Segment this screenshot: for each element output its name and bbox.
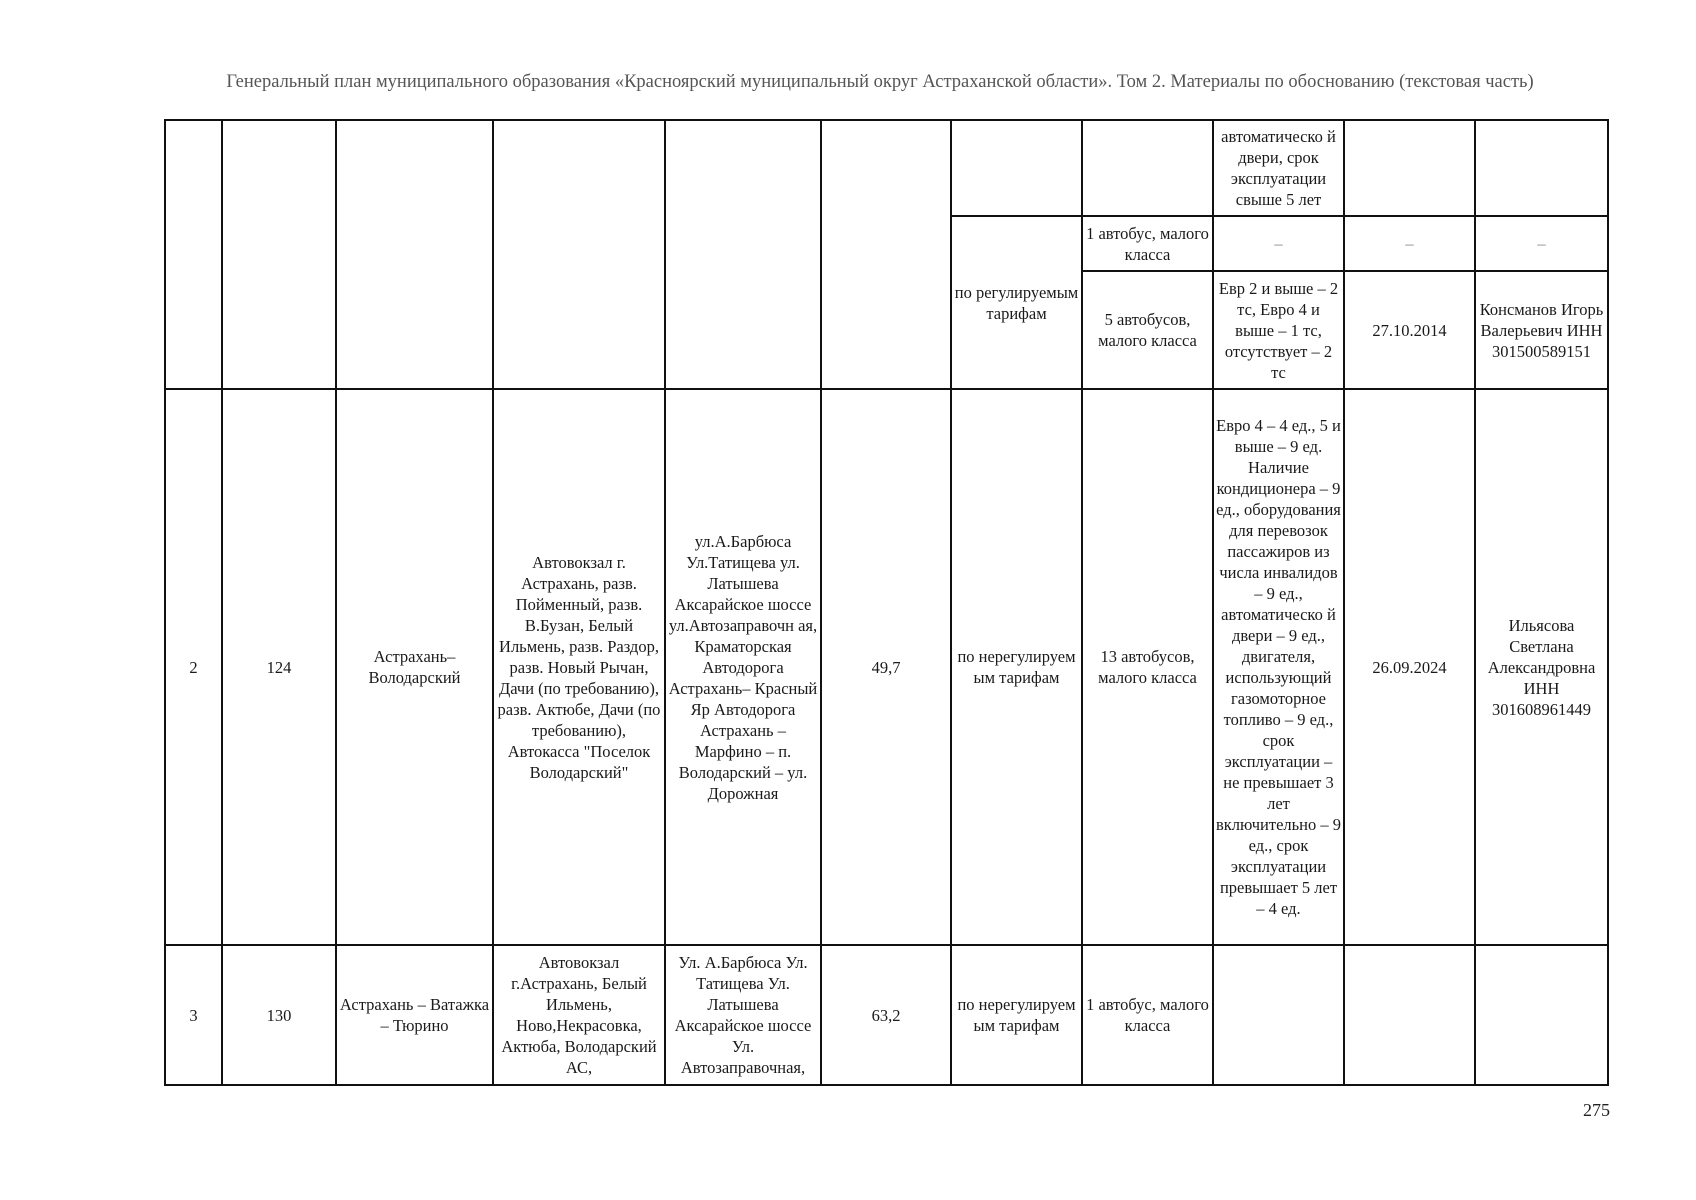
tariff-cell: по нерегулируем ым тарифам — [951, 945, 1082, 1085]
vehicle-characteristics-cell: автоматическо й двери, срок эксплуатации свыше 5 лет — [1213, 120, 1344, 216]
date-cell: 27.10.2014 — [1344, 271, 1475, 389]
route-length-cell: 63,2 — [821, 945, 951, 1085]
table-cell — [665, 120, 821, 389]
table-cell — [821, 120, 951, 389]
table-row — [165, 120, 1608, 216]
row-number-cell: 2 — [165, 389, 222, 945]
table-cell — [222, 120, 336, 389]
date-cell: – — [1344, 216, 1475, 271]
table-cell — [336, 120, 493, 389]
route-number-cell: 130 — [222, 945, 336, 1085]
table-cell — [1082, 120, 1213, 216]
vehicle-characteristics-cell: Евр 2 и выше – 2 тс, Евро 4 и выше – 1 тс, отсутствует – 2 тс — [1213, 271, 1344, 389]
table-cell — [1344, 120, 1475, 216]
buses-cell: 1 автобус, малого класса — [1082, 945, 1213, 1085]
vehicle-characteristics-cell — [1213, 945, 1344, 1085]
page-number: 275 — [1583, 1100, 1610, 1120]
streets-cell: Ул. А.Барбюса Ул. Татищева Ул. Латышева Аксарайское шоссе Ул. Автозаправочная, — [665, 945, 821, 1085]
tariff-cell: по регулируемым тарифам — [951, 216, 1082, 389]
tariff-cell: по нерегулируем ым тарифам — [951, 389, 1082, 945]
route-number-cell: 124 — [222, 389, 336, 945]
table-cell — [1475, 120, 1608, 216]
stops-cell: Автовокзал г. Астрахань, разв. Пойменный, разв. В.Бузан, Белый Ильмень, разв. Раздор, разв. Новый Рычан, Дачи (по требованию), разв. Актюбе, Дачи (по требованию), Автокасса "Поселок Володарский" — [493, 389, 665, 945]
buses-cell: 5 автобусов, малого класса — [1082, 271, 1213, 389]
route-length-cell: 49,7 — [821, 389, 951, 945]
carrier-cell: – — [1475, 216, 1608, 271]
buses-cell: 13 автобусов, малого класса — [1082, 389, 1213, 945]
streets-cell: ул.А.Барбюса Ул.Татищева ул. Латышева Аксарайское шоссе ул.Автозаправочн ая, Краматорская Автодорога Астрахань– Красный Яр Автодорога Астрахань – Марфино – п. Володарский – ул. Дорожная — [665, 389, 821, 945]
carrier-cell — [1475, 945, 1608, 1085]
table-row — [165, 389, 1608, 945]
vehicle-characteristics-cell: Евро 4 – 4 ед., 5 и выше – 9 ед. Наличие кондиционера – 9 ед., оборудования для перевозок пассажиров из числа инвалидов – 9 ед., автоматическо й двери – 9 ед., двигателя, использующий газомоторное топливо – 9 ед., срок эксплуатации – не превышает 3 лет включительно – 9 ед., срок эксплуатации превышает 5 лет – 4 ед. — [1213, 389, 1344, 945]
table-row — [165, 945, 1608, 1085]
table-cell — [951, 120, 1082, 216]
carrier-cell: Консманов Игорь Валерьевич ИНН 301500589151 — [1475, 271, 1608, 389]
table-cell — [493, 120, 665, 389]
route-name-cell: Астрахань– Володарский — [336, 389, 493, 945]
date-cell — [1344, 945, 1475, 1085]
buses-cell: 1 автобус, малого класса — [1082, 216, 1213, 271]
carrier-cell: Ильясова Светлана Александровна ИНН 301608961449 — [1475, 389, 1608, 945]
route-name-cell: Астрахань – Ватажка – Тюрино — [336, 945, 493, 1085]
vehicle-characteristics-cell: – — [1213, 216, 1344, 271]
date-cell: 26.09.2024 — [1344, 389, 1475, 945]
row-number-cell: 3 — [165, 945, 222, 1085]
routes-table — [164, 119, 1609, 1086]
document-header: Генеральный план муниципального образования «Красноярский муниципальный округ Астраханской области». Том 2. Материалы по обоснованию (текстовая часть) — [226, 72, 1534, 92]
table-cell — [165, 120, 222, 389]
stops-cell: Автовокзал г.Астрахань, Белый Ильмень, Ново,Некрасовка, Актюба, Володарский АС, — [493, 945, 665, 1085]
